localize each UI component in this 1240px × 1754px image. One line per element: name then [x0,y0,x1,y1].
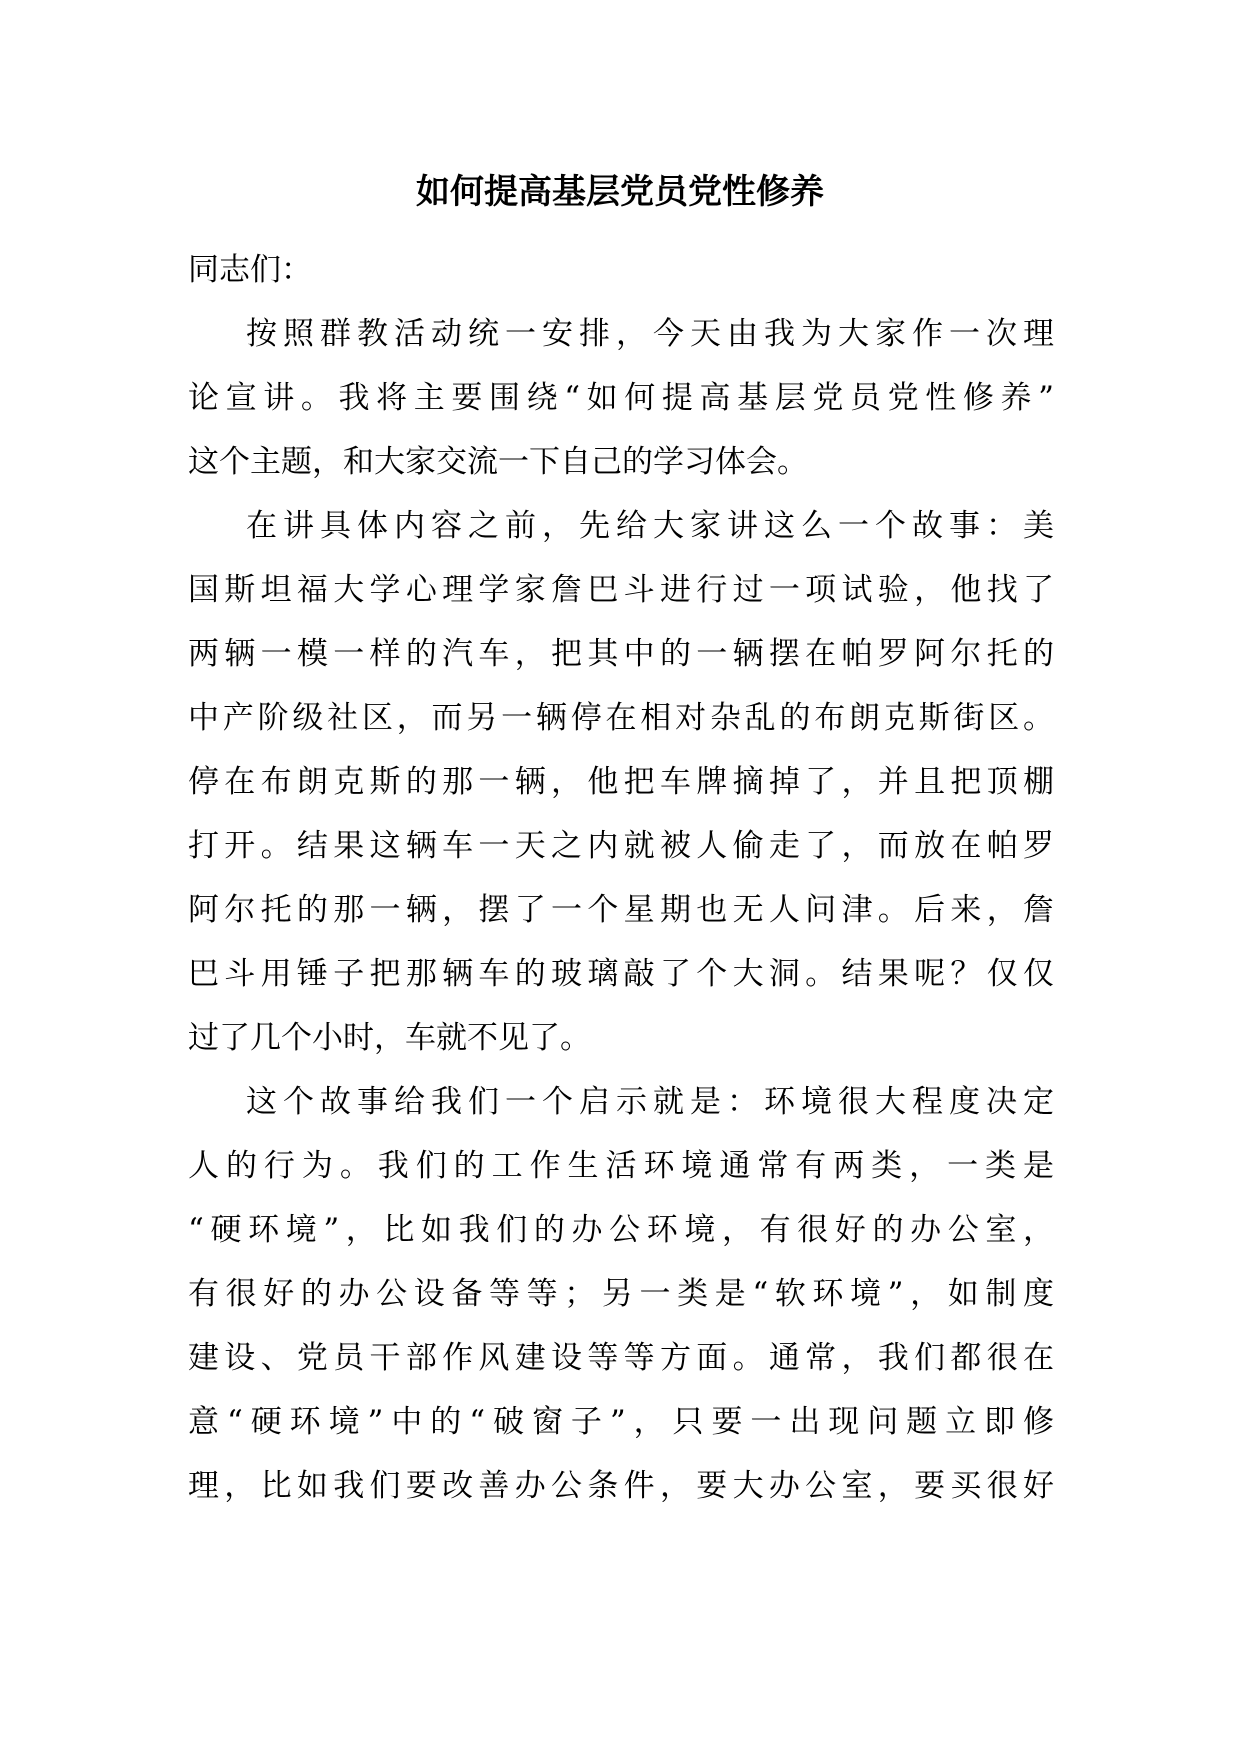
paragraph-2-line-4: 中产阶级社区，而另一辆停在相对杂乱的布朗克斯街区。 [188,700,1054,736]
salutation: 同志们： [188,252,312,288]
paragraph-2-line-3: 两辆一模一样的汽车，把其中的一辆摆在帕罗阿尔托的 [188,636,1054,672]
paragraph-2-line-1: 在讲具体内容之前，先给大家讲这么一个故事：美 [246,508,1054,544]
paragraph-3-line-1: 这个故事给我们一个启示就是：环境很大程度决定 [246,1084,1054,1120]
document-title: 如何提高基层党员党性修养 [416,172,824,212]
paragraph-3-line-6: 意“硬环境”中的“破窗子”，只要一出现问题立即修 [188,1404,1054,1440]
paragraph-3-line-5: 建设、党员干部作风建设等等方面。通常，我们都很在 [188,1340,1054,1376]
paragraph-2-line-5: 停在布朗克斯的那一辆，他把车牌摘掉了，并且把顶棚 [188,764,1054,800]
paragraph-1-line-3: 这个主题，和大家交流一下自己的学习体会。 [188,444,808,480]
document-body [188,238,1054,1518]
paragraph-2-line-9: 过了几个小时，车就不见了。 [188,1020,591,1056]
paragraph-3-line-2: 人的行为。我们的工作生活环境通常有两类，一类是 [188,1148,1054,1184]
paragraph-2-line-2: 国斯坦福大学心理学家詹巴斗进行过一项试验，他找了 [188,572,1054,608]
paragraph-1-line-2: 论宣讲。我将主要围绕“如何提高基层党员党性修养” [188,380,1054,416]
paragraph-2-line-6: 打开。结果这辆车一天之内就被人偷走了，而放在帕罗 [188,828,1054,864]
paragraph-2-line-7: 阿尔托的那一辆，摆了一个星期也无人问津。后来，詹 [188,892,1054,928]
paragraph-3-line-4: 有很好的办公设备等等；另一类是“软环境”，如制度 [188,1276,1054,1312]
paragraph-3-line-7: 理，比如我们要改善办公条件，要大办公室，要买很好 [188,1468,1054,1504]
paragraph-2-line-8: 巴斗用锤子把那辆车的玻璃敲了个大洞。结果呢？仅仅 [188,956,1054,992]
paragraph-3-line-3: “硬环境”，比如我们的办公环境，有很好的办公室， [188,1212,1054,1248]
paragraph-1-line-1: 按照群教活动统一安排，今天由我为大家作一次理 [246,316,1054,352]
